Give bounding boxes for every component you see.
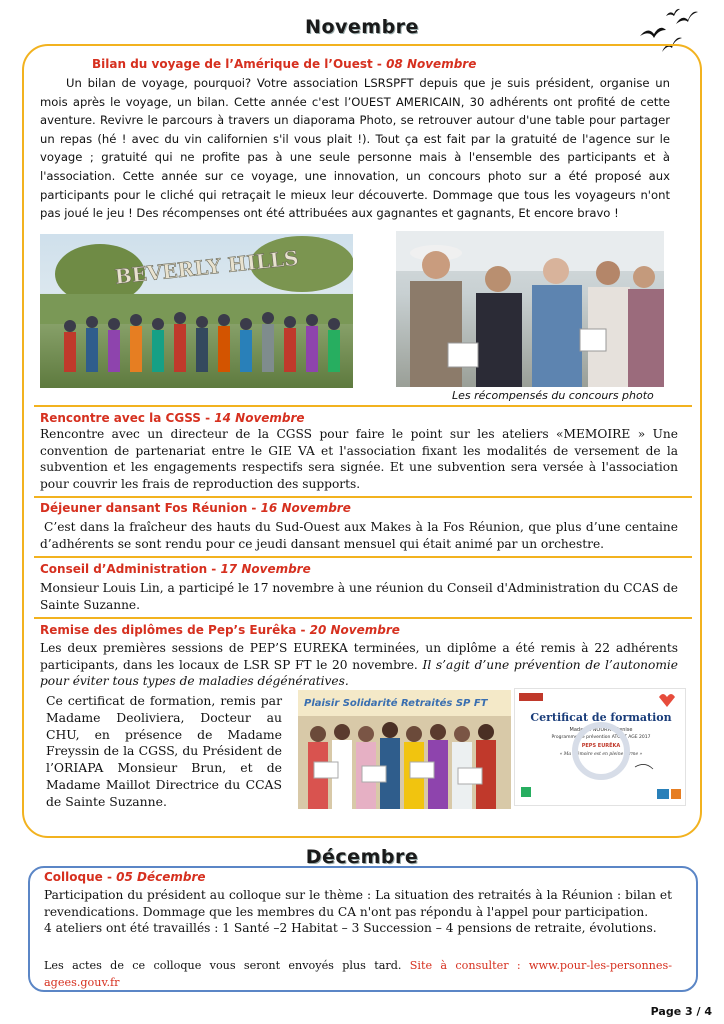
cgss-heading-label: Rencontre avec la CGSS - xyxy=(40,411,215,425)
divider-1 xyxy=(34,405,692,407)
colloque-date: 05 Décembre xyxy=(116,870,206,884)
certificat-image xyxy=(514,688,686,806)
page-number: Page 3 / 4 xyxy=(650,1005,712,1018)
diplomes-heading xyxy=(40,623,400,637)
concours-scene xyxy=(396,231,664,387)
dejeuner-text: C’est dans la fraîcheur des hauts du Sud-Ouest aux Makes à la Fos Réunion, que plus d’une centaine d’adhérents se sont rendu pour ce jeudi dansant mensuel qui était animé par un orchestre. xyxy=(40,520,678,551)
diplomes-text-main: Les deux premières sessions de PEP’S EUREKA terminées, un diplôme a été remis à 22 adhérents participants, dans les locaux de LSR SP FT le 20 novembre. xyxy=(40,641,678,672)
diplomes-text-italic: Il s’agit d’une prévention de l’autonomie pour éviter tous types de maladies dégénératives. xyxy=(40,657,679,688)
diplomes-text xyxy=(40,640,678,690)
dejeuner-heading-label: Déjeuner dansant Fos Réunion - xyxy=(40,501,261,515)
bilan-text: Un bilan de voyage, pourquoi? Votre association LSRSPFT depuis que je suis président, organise un mois après le voyage, un bilan. Cette année c'est l’OUEST AMERICAIN, 30 adhérents ont profité de cette aventure. Revivre le parcours à travers un diaporama Photo, se retrouver autour d'une table pour partager un repas (hé ! avec du vin californien s'il vous plait !). Tout ça est fait par la gratuité de l'agence sur le voyage ; gratuité qui ne profite pas à une seule personne mais à l'ensemble des participants et à l'association. Cette année sur ce voyage, une innovation, un concours photo sur a été proposé aux participants pour le cliché qui retraçait le mieux leur découverte. Dommage que tous les voyageurs n'ont pas joué le jeu ! Des récompenses ont été attribuées aux gagnantes et gagnants, Et encore bravo ! xyxy=(40,76,670,221)
diplomes-heading-label: Remise des diplômes de Pep’s Eurêka - xyxy=(40,623,310,637)
signature-mark xyxy=(635,764,653,769)
divider-4 xyxy=(34,617,692,619)
cgss-date: 14 Novembre xyxy=(214,411,305,425)
heart-logo-icon xyxy=(659,694,675,707)
colloque-text-2: 4 ateliers ont été travaillés : 1 Santé –2 Habitat – 3 Succession – 4 pensions de retraite, évolutions. xyxy=(44,921,657,935)
beverly-sign: BEVERLY HILLS xyxy=(113,245,300,289)
cert-motto: « Ma mémoire est en pleine forme » xyxy=(559,752,643,757)
cert-peps: PEPS EURÊKA xyxy=(581,743,621,749)
divider-2 xyxy=(34,496,692,498)
cert-program: Programme de prévention ATOUT AGE 2017 xyxy=(551,735,651,740)
bilan-date: 08 Novembre xyxy=(386,57,477,71)
dejeuner-heading xyxy=(40,501,351,515)
conseil-heading-label: Conseil d’Administration - xyxy=(40,562,221,576)
cgss-text: Rencontre avec un directeur de la CGSS pour faire le point sur les ateliers «MEMOIRE » Une convention de partenariat entre le GIE VA et l'association fixant les modalités de versement de la subvention et les engagements respectifs sera signée. Et une subvention sera versée à l'association pour couvrir les frais de reproduction des supports. xyxy=(40,427,678,491)
banner-text: Plaisir Solidarité Retraités SP FT xyxy=(304,698,488,709)
diplomes-photo xyxy=(298,690,511,809)
conseil-text: Monsieur Louis Lin, a participé le 17 novembre à une réunion du Conseil d'Administration du CCAS de Sainte Suzanne. xyxy=(40,581,678,612)
colloque-link[interactable]: Site à consulter : www.pour-les-personnes-agees.gouv.fr xyxy=(44,959,672,989)
decembre-title: Décembre xyxy=(305,846,419,868)
cert-title: Certificat de formation xyxy=(530,711,672,724)
novembre-title: Novembre xyxy=(305,16,419,38)
beverly-hills-photo xyxy=(40,234,353,388)
certificat-text: Ce certificat de formation, remis par Madame Deoliviera, Docteur au CHU, en présence de Madame Freyssin de la CGSS, du Président de l’ORIAPA Monsieur Brun, et de Madame Maillot Directrice du CCAS de Sainte Suzanne. xyxy=(46,693,282,809)
colloque-text-1: Participation du président au colloque sur le thème : La situation des retraités à la Réunion : bilan et revendications. Dommage que les membres du CA n'ont pas répondu à l'appel pour participation. xyxy=(44,888,672,919)
beverly-hills-scene xyxy=(40,234,353,388)
certificat-scene xyxy=(515,689,686,806)
diplomes-scene xyxy=(298,690,511,809)
cert-name: Madame NOURRY Denise xyxy=(569,727,633,733)
conseil-date: 17 Novembre xyxy=(220,562,311,576)
cgss-heading xyxy=(40,411,305,425)
conseil-heading xyxy=(40,562,311,576)
bilan-heading-label: Bilan du voyage de l’Amérique de l’Ouest - xyxy=(92,57,387,71)
dejeuner-date: 16 Novembre xyxy=(260,501,351,515)
diplomes-date: 20 Novembre xyxy=(309,623,400,637)
colloque-heading xyxy=(44,870,206,884)
concours-photo xyxy=(396,231,664,387)
colloque-heading-label: Colloque - xyxy=(44,870,117,884)
divider-3 xyxy=(34,556,692,558)
bilan-heading xyxy=(92,57,476,71)
colloque-text-3 xyxy=(44,958,672,991)
concours-caption: Les récompensés du concours photo xyxy=(452,389,654,402)
colloque-text-3-main: Les actes de ce colloque vous seront envoyés plus tard. xyxy=(44,959,410,972)
